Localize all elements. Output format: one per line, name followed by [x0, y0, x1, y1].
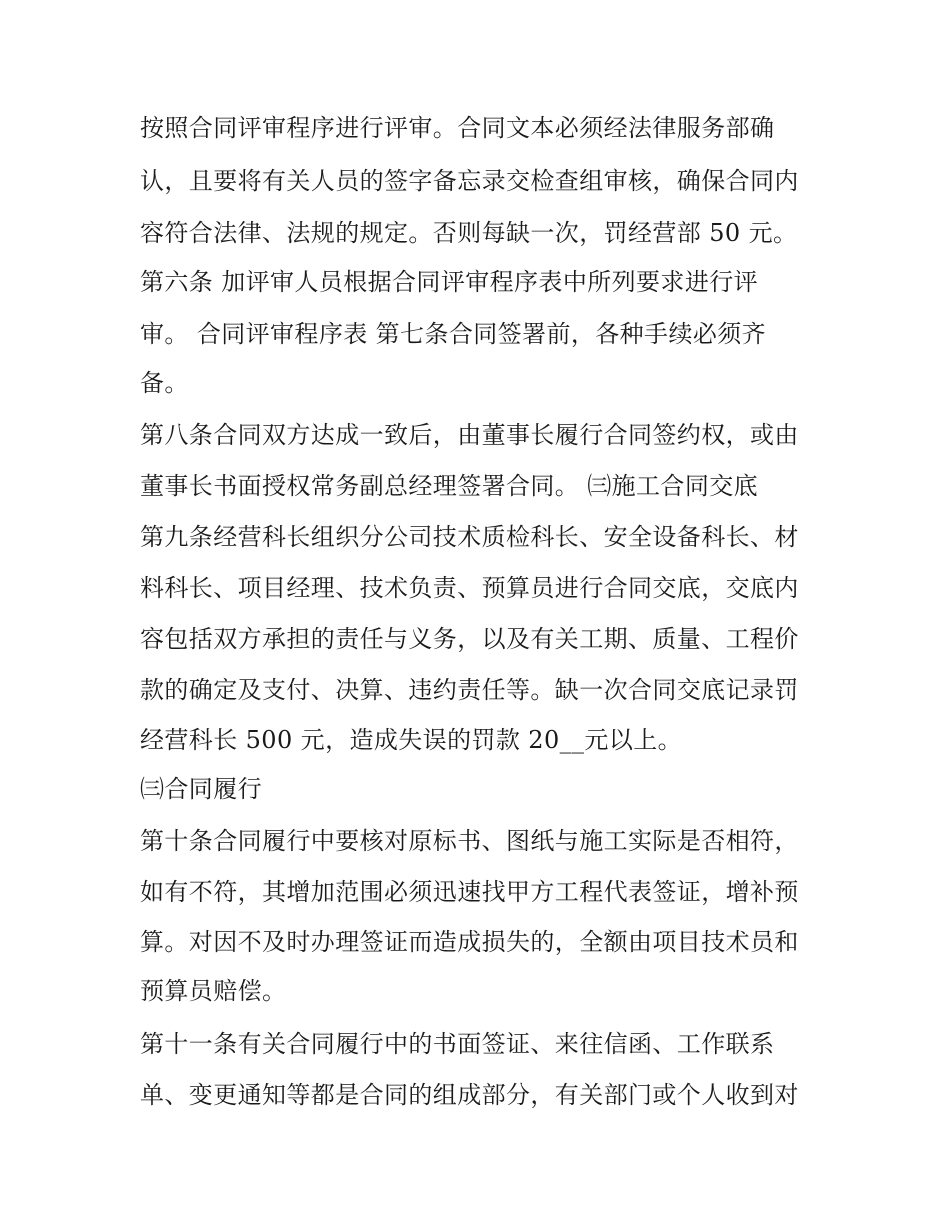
text-line: 第十一条有关合同履行中的书面签证、来往信函、工作联系 [140, 1030, 775, 1058]
text-line: 认，且要将有关人员的签字备忘录交检查组审核，确保合同内 [140, 167, 799, 195]
text-line: 审。 合同评审程序表 第七条合同签署前，各种手续必须齐 [140, 320, 767, 348]
text-line: 容符合法律、法规的规定。否则每缺一次，罚经营部 50 元。 [140, 219, 798, 247]
text-line: 董事长书面授权常务副总经理签署合同。 ㈢施工合同交底 [140, 472, 759, 500]
text-line: 预算员赔偿。 [140, 977, 287, 1005]
text-line: 第十条合同履行中要核对原标书、图纸与施工实际是否相符， [140, 827, 799, 855]
text-line: 单、变更通知等都是合同的组成部分，有关部门或个人收到对 [140, 1081, 799, 1109]
text-line: 款的确定及支付、决算、违约责任等。缺一次合同交底记录罚 [140, 676, 799, 704]
text-line: 经营科长 500 元，造成失误的罚款 20__元以上。 [140, 726, 683, 754]
text-line: 第六条 加评审人员根据合同评审程序表中所列要求进行评 [140, 268, 759, 296]
text-line: 备。 [140, 369, 189, 397]
section-heading: ㈢合同履行 [140, 775, 262, 803]
text-line: 第八条合同双方达成一致后，由董事长履行合同签约权，或由 [140, 421, 799, 449]
text-line: 算。对因不及时办理签证而造成损失的，全额由项目技术员和 [140, 928, 799, 956]
text-line: 如有不符，其增加范围必须迅速找甲方工程代表签证，增补预 [140, 878, 799, 906]
text-line: 按照合同评审程序进行评审。合同文本必须经法律服务部确 [140, 114, 775, 142]
text-line: 容包括双方承担的责任与义务，以及有关工期、质量、工程价 [140, 625, 799, 653]
text-line: 料科长、项目经理、技术负责、预算员进行合同交底，交底内 [140, 574, 799, 602]
text-line: 第九条经营科长组织分公司技术质检科长、安全设备科长、材 [140, 523, 799, 551]
